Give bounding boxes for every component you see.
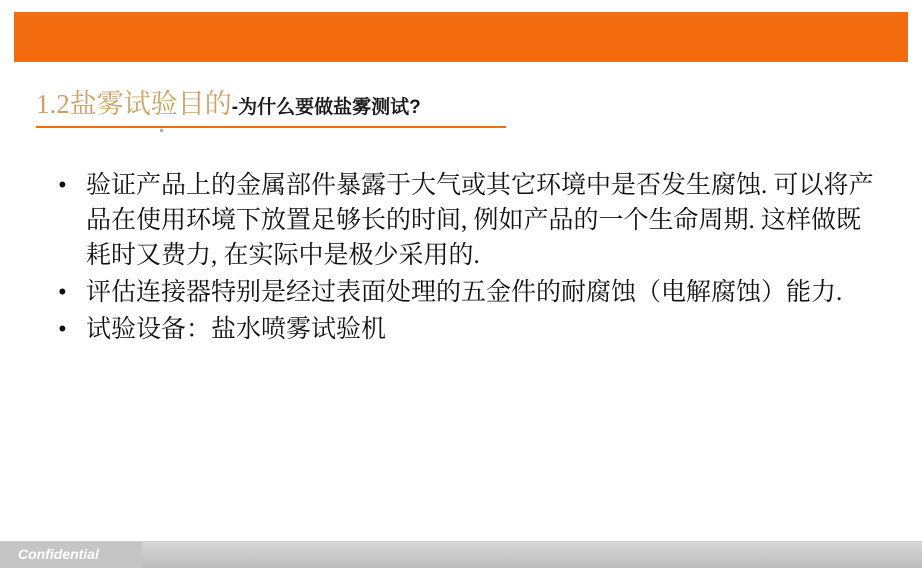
list-item [58,275,878,310]
footer-bar [0,541,922,568]
footer-label: Confidential [18,546,99,562]
list-item [58,168,878,273]
title-underline [36,126,506,128]
bullet-text: 试验设备：盐水喷雾试验机 [86,316,387,343]
bullet-text: 评估连接器特别是经过表面处理的五金件的耐腐蚀（电解腐蚀）能力. [86,279,843,306]
bullet-marker-icon: • [58,279,67,306]
title-separator: - [231,97,239,118]
bullet-text: 验证产品上的金属部件暴露于大气或其它环境中是否发生腐蚀. 可以将产品在使用环境下放置足够长的时间, 例如产品的一个生命周期. 这样做既耗时又费力, 在实际中是极少采用的. [86,172,874,269]
title-subtitle: 为什么要做盐雾测试? [238,97,421,118]
title-number: 1.2 [36,89,70,119]
bullet-marker-icon: • [58,172,67,199]
header-accent-bar [14,12,908,62]
title-main-text: 盐雾试验目的 [69,89,232,119]
bullet-marker-icon: • [58,316,67,343]
title-dot-mark [160,129,163,132]
slide-title [36,82,896,122]
bullet-list [58,168,878,349]
list-item [58,312,878,347]
